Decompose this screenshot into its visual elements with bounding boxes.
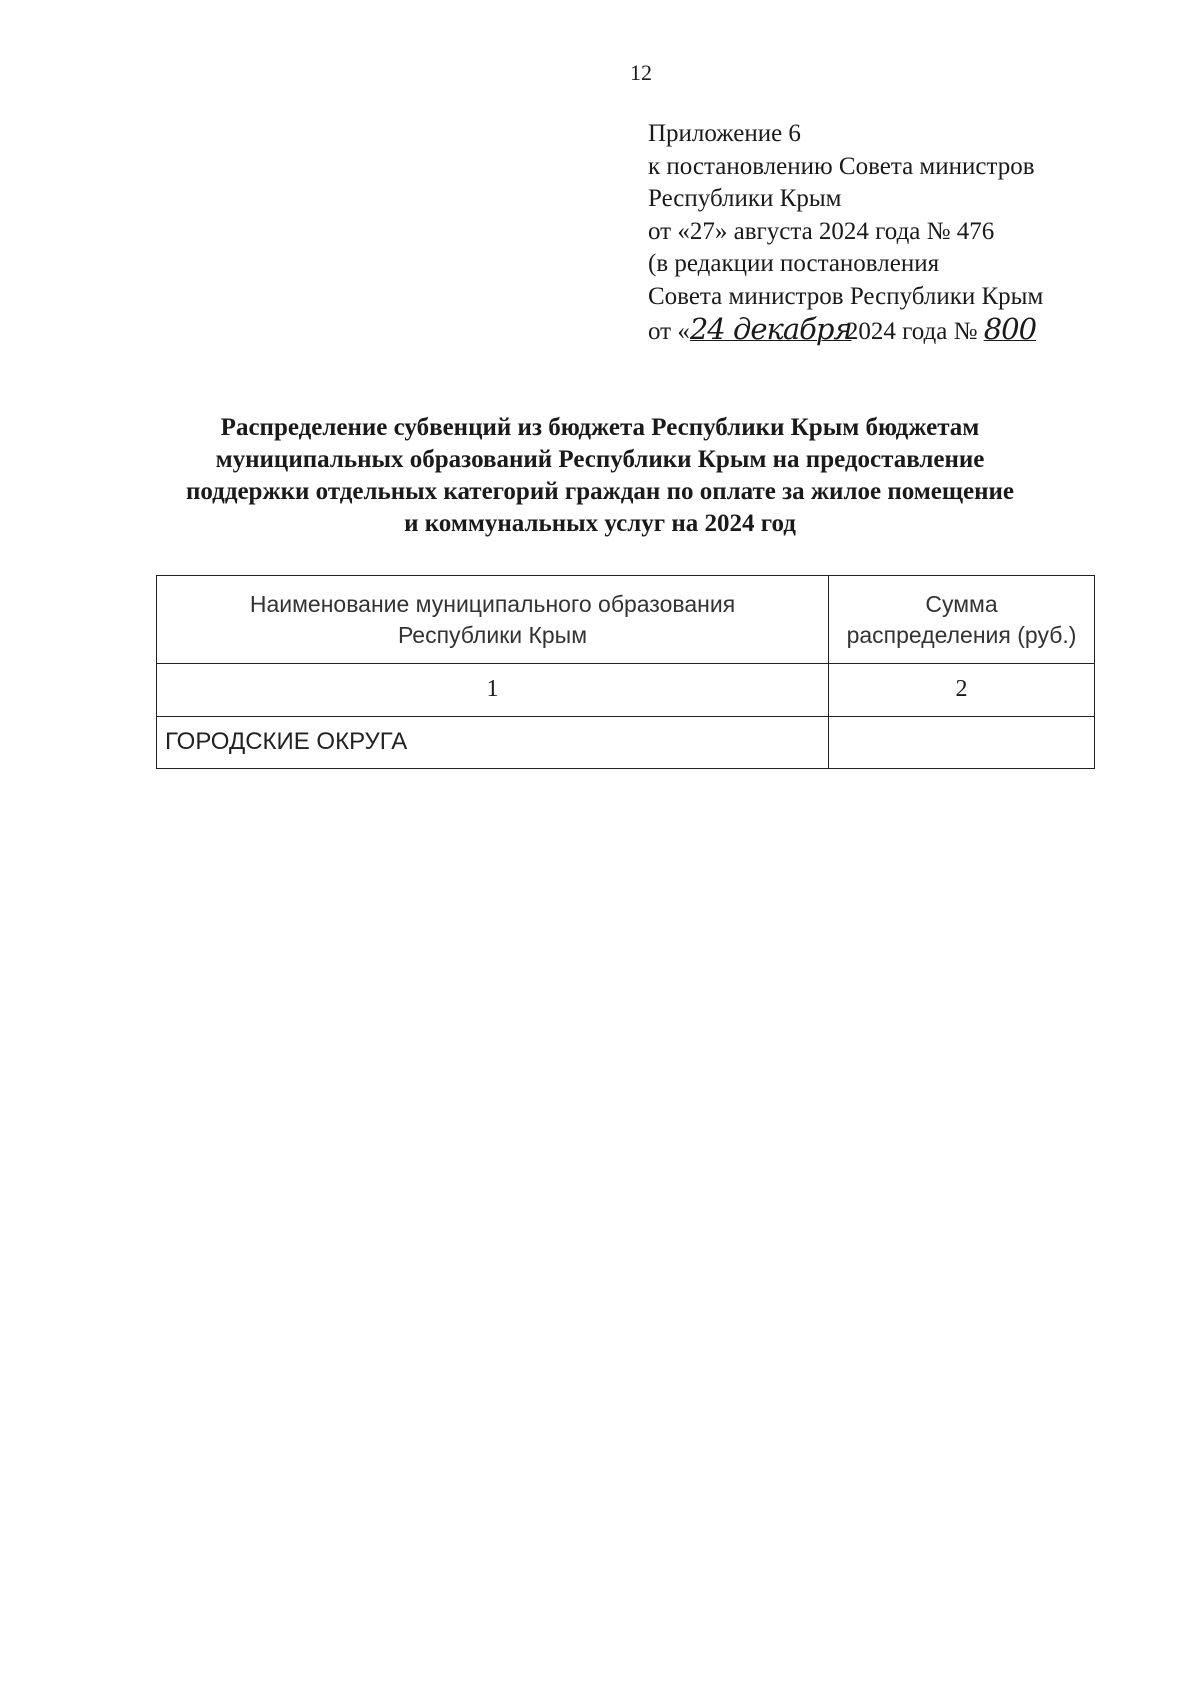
- section-row-urban-districts: [157, 716, 1095, 769]
- appendix-line: к постановлению Совета министров: [648, 152, 1035, 180]
- handwritten-date: 24 декабря: [689, 312, 852, 346]
- section-title: ГОРОДСКИЕ ОКРУГА: [157, 716, 829, 769]
- appendix-line: (в редакции постановления: [648, 250, 940, 277]
- appendix-line: Республики Крым: [648, 185, 842, 212]
- appendix-line: Приложение 6: [648, 120, 801, 147]
- amendment-date-line: [648, 313, 1168, 349]
- document-title: [150, 412, 1050, 540]
- header-municipality-line1: Наименование муниципального образования: [249, 590, 736, 617]
- title-line: Распределение субвенций из бюджета Республики Крым бюджетам: [220, 414, 980, 441]
- column-index: 2: [829, 664, 1095, 717]
- column-index-row: [157, 664, 1095, 717]
- header-municipality-line2: Республики Крым: [397, 621, 588, 648]
- header-amount: [829, 576, 1095, 664]
- amendment-year: 2024 года №: [845, 318, 978, 345]
- table-header-row: [157, 576, 1095, 664]
- appendix-block: [648, 118, 1168, 349]
- header-amount-line1: Сумма: [925, 590, 998, 617]
- distribution-table-container: [156, 575, 1094, 769]
- column-index: 1: [157, 664, 829, 717]
- handwritten-number: 800: [983, 312, 1037, 346]
- title-line: и коммунальных услуг на 2024 год: [404, 510, 796, 537]
- appendix-line: Совета министров Республики Крым: [648, 282, 1044, 310]
- header-municipality: [157, 576, 829, 664]
- amendment-prefix: от «: [648, 318, 690, 345]
- appendix-line: от «27» августа 2024 года № 476: [648, 217, 995, 245]
- table-body: [157, 664, 1095, 769]
- header-amount-line2: распределения (руб.): [846, 621, 1077, 648]
- section-empty-cell: [829, 716, 1095, 769]
- distribution-table: [156, 575, 1095, 769]
- page-number: 12: [630, 60, 652, 85]
- title-line: поддержки отдельных категорий граждан по оплате за жилое помещение: [185, 478, 1014, 505]
- title-line: муниципальных образований Республики Крым на предоставление: [215, 446, 985, 473]
